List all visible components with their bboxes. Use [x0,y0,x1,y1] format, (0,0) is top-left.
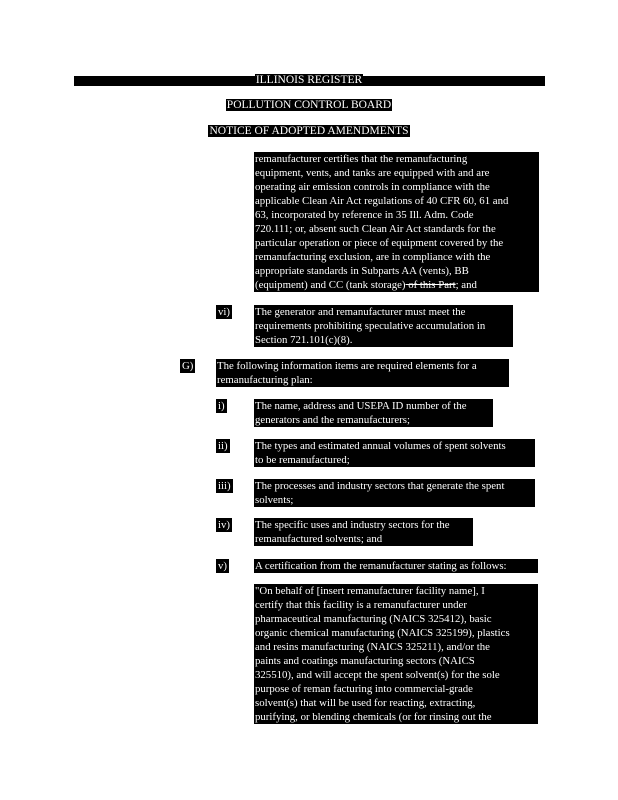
item-iv-text [254,518,473,546]
paragraph-line: and resins manufacturing (NAICS 325211), and/or the [255,641,490,653]
paragraph-line: operating air emission controls in compliance with the [255,181,490,193]
paragraph-line: Section 721.101(c)(8). [255,334,353,346]
item-label-v: v) [218,560,227,572]
paragraph-line: remanufacturing plan: [217,374,313,386]
paragraph-line: solvent(s) that will be used for reacting, extracting, [255,697,476,709]
paragraph-line: A certification from the remanufacturer stating as follows: [255,560,507,572]
paragraph-line: 325510), and will accept the spent solvent(s) for the sole [255,669,500,681]
struck-text: of this Part [405,279,456,291]
paragraph-line: (equipment) and CC (tank storage) of this Part; and [255,279,477,291]
paragraph-line: appropriate standards in Subparts AA (vents), BB [255,265,469,277]
paragraph-line: The following information items are required elements for a [217,360,477,372]
item-label-vi: vi) [218,306,230,318]
paragraph-line: applicable Clean Air Act regulations of 40 CFR 60, 61 and [255,195,509,207]
agency-title: POLLUTION CONTROL BOARD [226,99,392,111]
paragraph-line: remanufacturer certifies that the remanufacturing [255,153,468,165]
paragraph-line: to be remanufactured; [255,454,350,466]
register-title: ILLINOIS REGISTER [255,74,363,86]
item-label-iv: iv) [218,519,230,531]
item-label-iii: iii) [218,480,231,492]
paragraph-line: certify that this facility is a remanufacturer under [255,599,467,611]
certification-quote [254,584,538,724]
paragraph-line: requirements prohibiting speculative accumulation in [255,320,486,332]
item-vi-text [254,305,513,347]
paragraph-line: The types and estimated annual volumes of spent solvents [255,440,506,452]
item-v-text [254,559,538,573]
paragraph-line: The specific uses and industry sectors for the [255,519,450,531]
paragraph-line: "On behalf of [insert remanufacturer facility name], I [255,585,485,597]
paragraph-line: remanufacturing exclusion, are in compliance with the [255,251,491,263]
paragraph-line: remanufactured solvents; and [255,533,383,545]
paragraph-line: 63, incorporated by reference in 35 Ill. Adm. Code [255,209,474,221]
paragraph-line: equipment, vents, and tanks are equipped with and are [255,167,490,179]
notice-title: NOTICE OF ADOPTED AMENDMENTS [209,125,409,137]
item-label-ii: ii) [218,440,228,452]
item-label-i: i) [218,400,225,412]
paragraph-line: The processes and industry sectors that generate the spent [255,480,505,492]
paragraph-line: purpose of reman facturing into commercial-grade [255,683,473,695]
paragraph-line: solvents; [255,494,294,506]
item-G-text [216,359,509,387]
paragraph-line: generators and the remanufacturers; [255,414,410,426]
paragraph-line: 720.111; or, absent such Clean Air Act standards for the [255,223,496,235]
paragraph-line: pharmaceutical manufacturing (NAICS 325412), basic [255,613,492,625]
paragraph-line: organic chemical manufacturing (NAICS 325199), plastics [255,627,510,639]
paragraph-line: The generator and remanufacturer must meet the [255,306,466,318]
item-ii-text [254,439,535,467]
item-i-text [254,399,493,427]
paragraph-line: paints and coatings manufacturing sectors (NAICS [255,655,475,667]
item-label-G: G) [182,360,194,372]
continuation-paragraph [254,152,539,292]
item-iii-text [254,479,535,507]
paragraph-line: particular operation or piece of equipment covered by the [255,237,504,249]
paragraph-line: The name, address and USEPA ID number of the [255,400,467,412]
paragraph-line: purifying, or blending chemicals (or for rinsing out the [255,711,492,723]
